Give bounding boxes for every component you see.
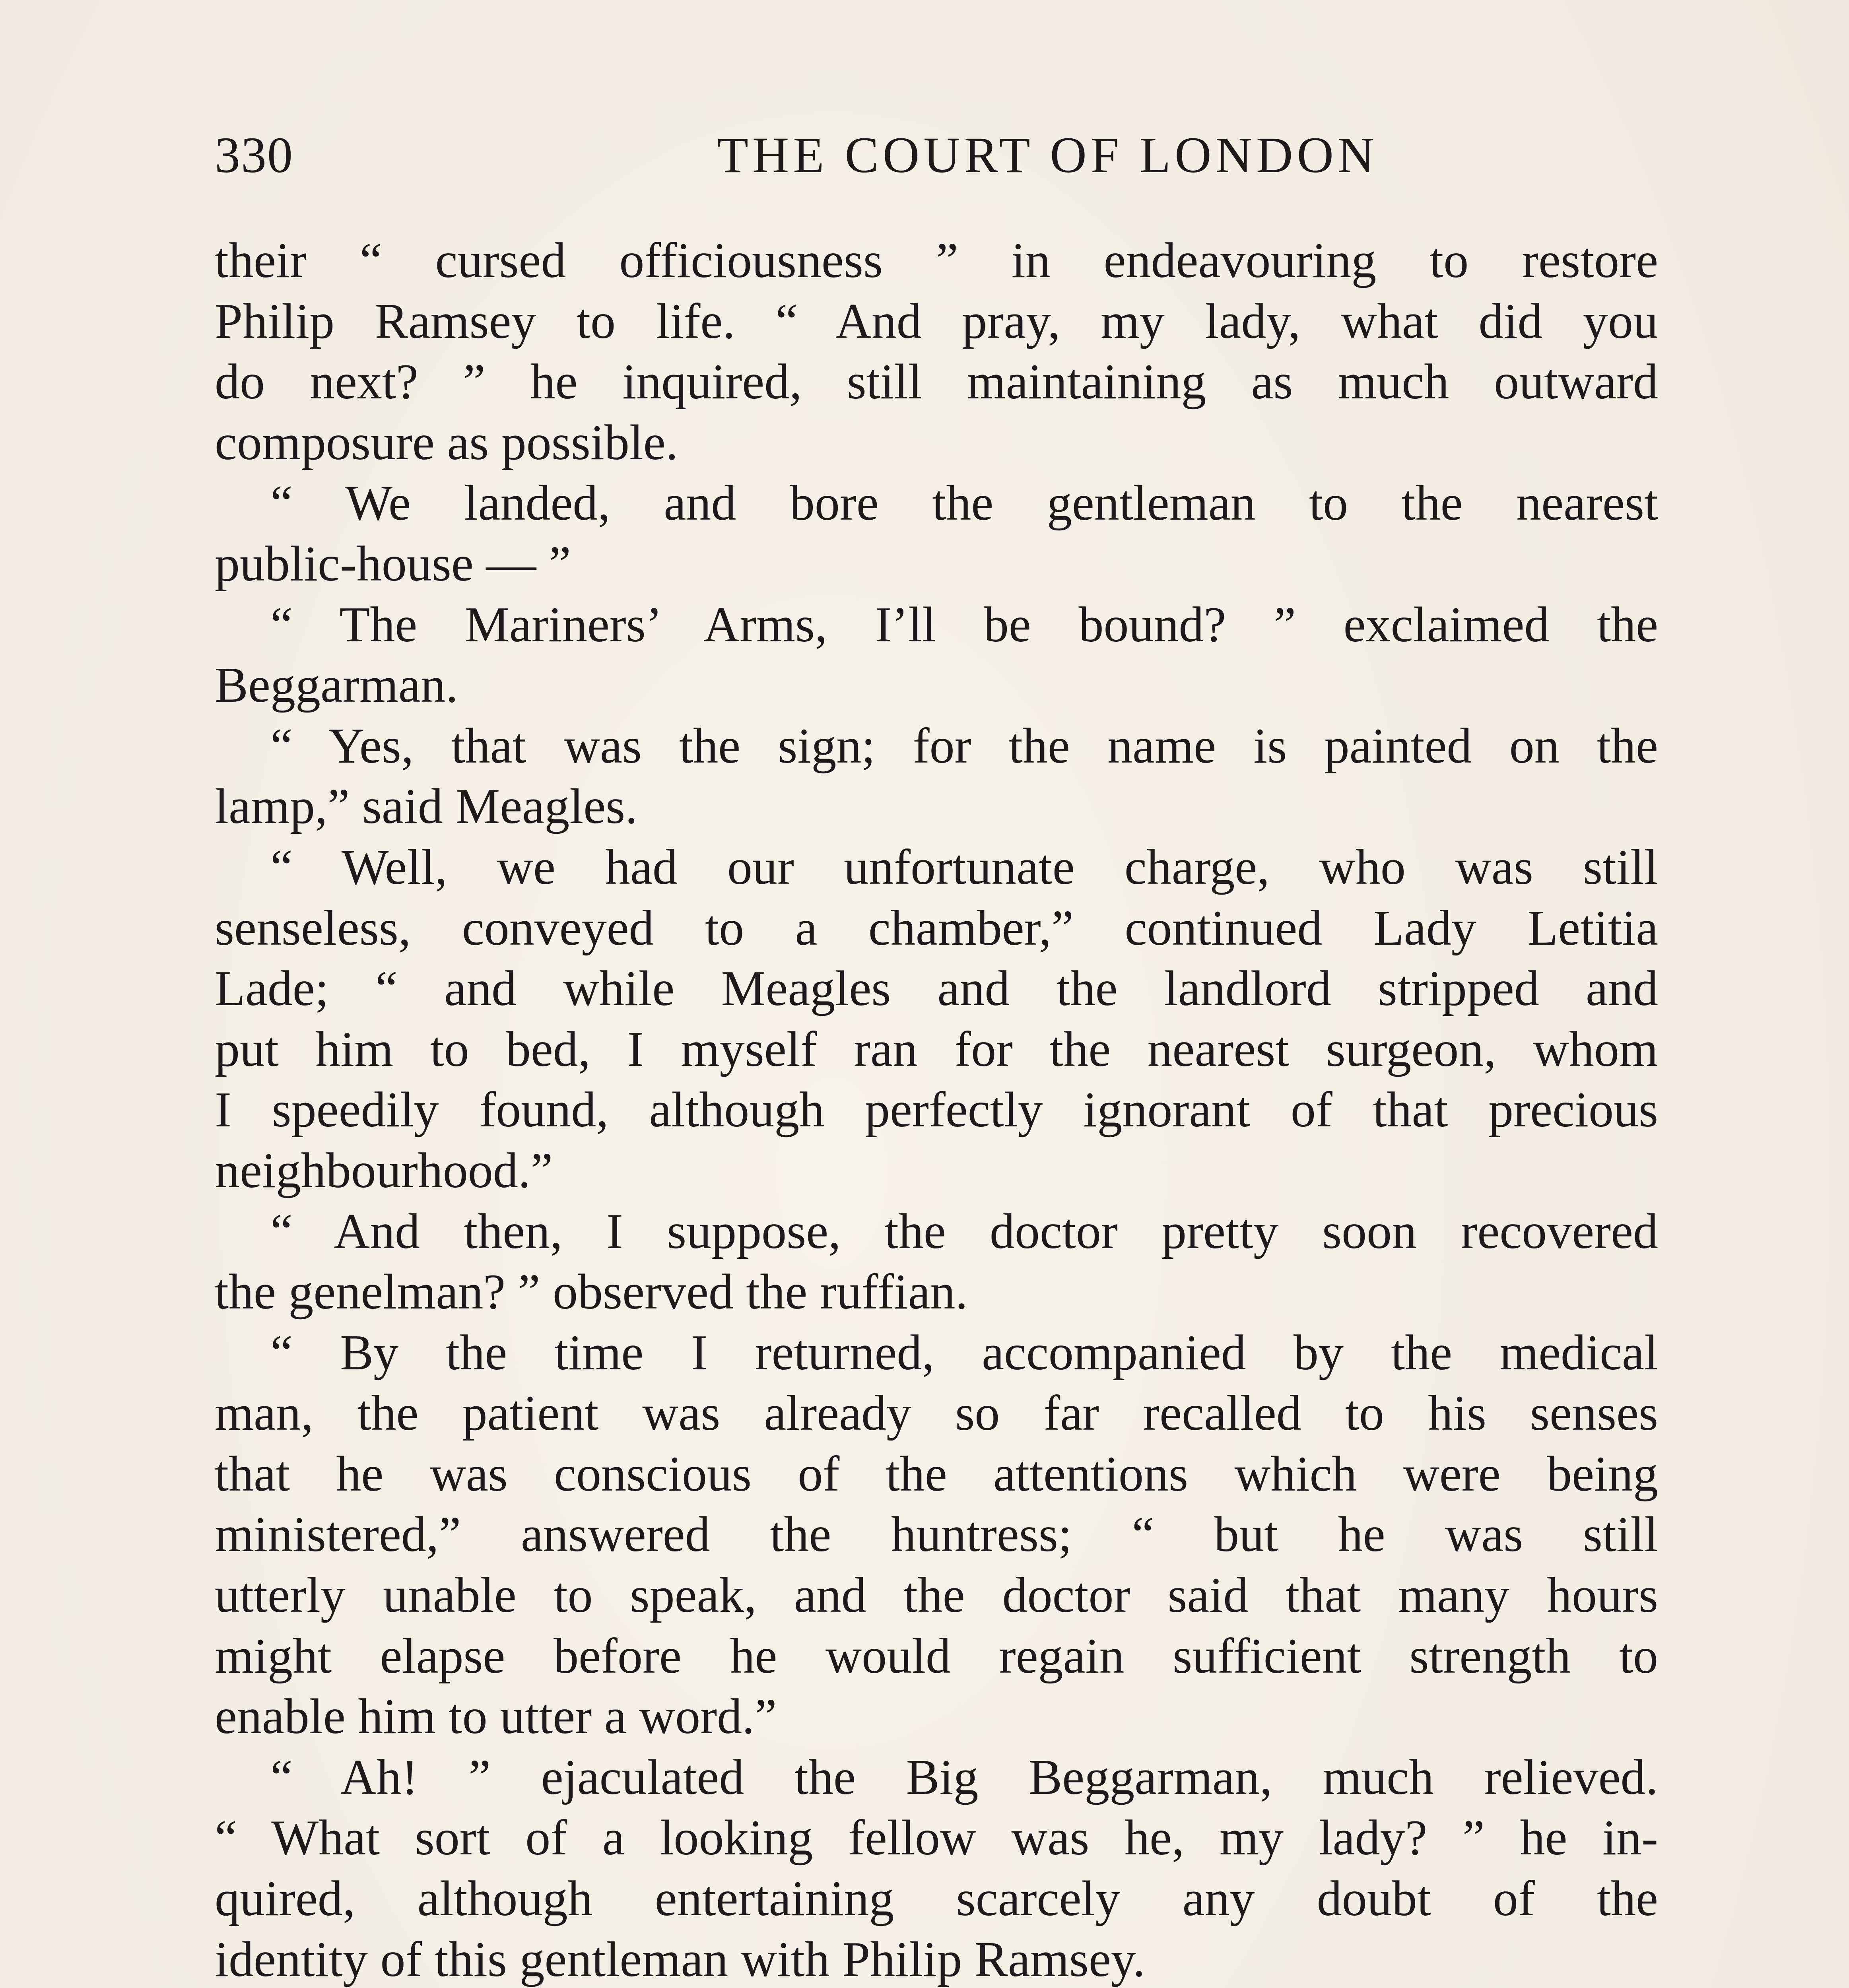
- text-line: neighbourhood.”: [215, 1143, 553, 1198]
- text-line: might elapse before he would regain sufficient strength to: [215, 1628, 1658, 1684]
- text-line: Philip Ramsey to life. “ And pray, my lady, what did you: [215, 293, 1658, 349]
- text-line: I speedily found, although perfectly ignorant of that precious: [215, 1082, 1658, 1138]
- text-line: “ The Mariners’ Arms, I’ll be bound? ” exclaimed the: [270, 597, 1658, 652]
- text-line: senseless, conveyed to a chamber,” continued Lady Letitia: [215, 900, 1658, 956]
- text-line: that he was conscious of the attentions which were being: [215, 1446, 1658, 1502]
- text-line: do next? ” he inquired, still maintaining as much outward: [215, 354, 1658, 410]
- text-line: “ By the time I returned, accompanied by the medical: [270, 1325, 1658, 1380]
- text-line: man, the patient was already so far recalled to his senses: [215, 1386, 1658, 1441]
- text-line: “ What sort of a looking fellow was he, my lady? ” he in-: [215, 1810, 1658, 1866]
- text-line: quired, although entertaining scarcely any doubt of the: [215, 1871, 1658, 1927]
- text-line: Lade; “ and while Meagles and the landlord stripped and: [215, 961, 1658, 1017]
- text-line: “ Yes, that was the sign; for the name is painted on the: [270, 718, 1658, 774]
- text-line: utterly unable to speak, and the doctor said that many hours: [215, 1568, 1658, 1623]
- running-head: THE COURT OF LONDON: [717, 127, 1379, 183]
- text-line: “ We landed, and bore the gentleman to the nearest: [270, 476, 1658, 531]
- text-line: lamp,” said Meagles.: [215, 779, 638, 835]
- text-line: “ Ah! ” ejaculated the Big Beggarman, much relieved.: [270, 1749, 1658, 1805]
- text-line: Beggarman.: [215, 658, 458, 713]
- text-line: their “ cursed officiousness ” in endeavouring to restore: [215, 233, 1658, 288]
- body-text: [215, 231, 1658, 1988]
- page-header: [215, 119, 1658, 191]
- text-line: identity of this gentleman with Philip Ramsey.: [215, 1932, 1146, 1987]
- text-line: “ And then, I suppose, the doctor pretty soon recovered: [270, 1204, 1658, 1259]
- page-number: 330: [215, 127, 293, 183]
- text-line: ministered,” answered the huntress; “ but he was still: [215, 1507, 1658, 1563]
- text-line: composure as possible.: [215, 415, 678, 470]
- text-line: enable him to utter a word.”: [215, 1689, 777, 1745]
- text-line: public-house — ”: [215, 536, 571, 592]
- text-line: put him to bed, I myself ran for the nearest surgeon, whom: [215, 1021, 1658, 1077]
- text-line: the genelman? ” observed the ruffian.: [215, 1264, 968, 1320]
- text-line: “ Well, we had our unfortunate charge, who was still: [270, 839, 1658, 895]
